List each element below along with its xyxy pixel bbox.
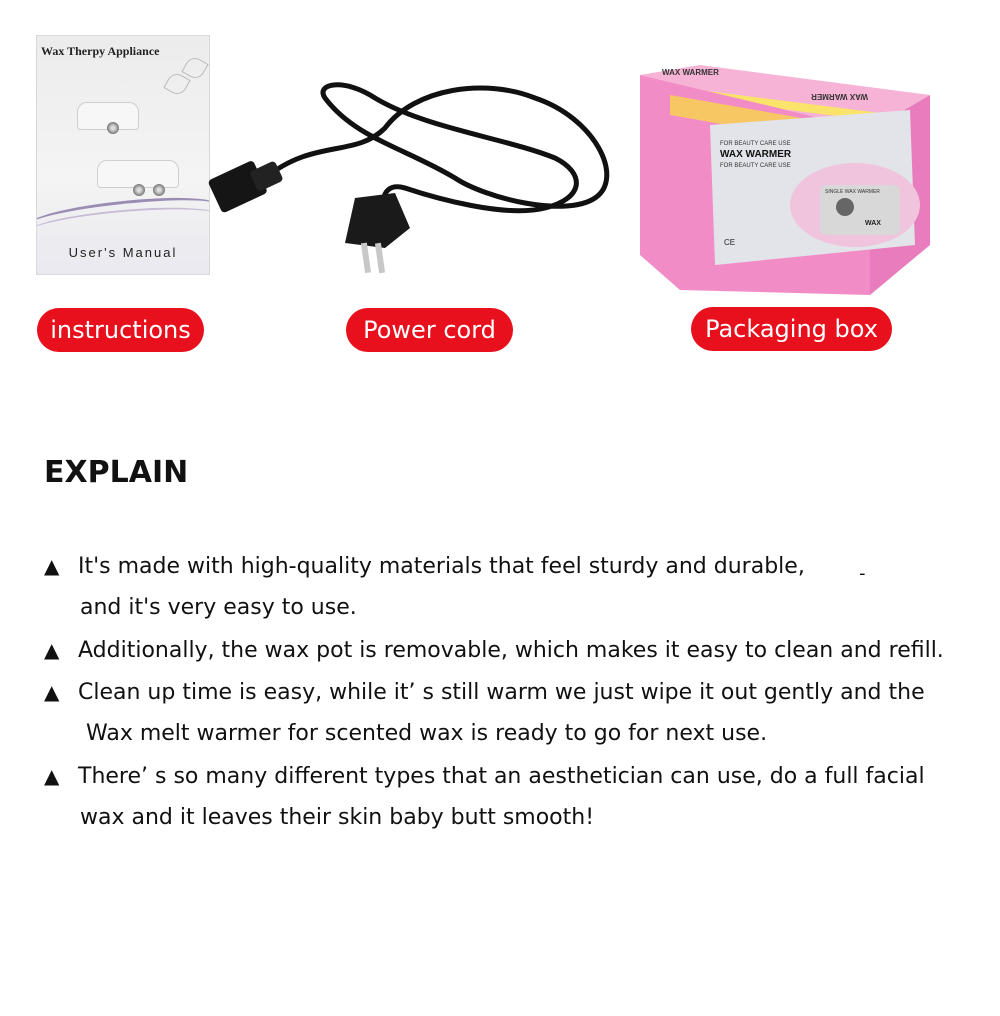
manual-title: Wax Therpy Appliance (41, 44, 160, 58)
user-manual-image (37, 36, 209, 274)
box-side-text: WAX WARMER (811, 92, 868, 101)
device-label: SINGLE WAX WARMER (825, 189, 880, 195)
triangle-bullet-icon: ▲ (44, 638, 60, 662)
list-item-text: wax and it leaves their skin baby butt smooth! (80, 805, 595, 830)
triangle-bullet-icon: ▲ (44, 554, 60, 578)
knob-icon (107, 122, 119, 134)
label-power-cord: Power cord (346, 308, 513, 352)
list-item-text: Additionally, the wax pot is removable, which makes it easy to clean and refill. (78, 638, 944, 663)
list-item (44, 629, 984, 671)
schuko-plug-icon (345, 193, 410, 273)
list-item-text: There’ s so many different types that an aesthetician can use, do a full facial (78, 764, 925, 789)
list-item-text: and it's very easy to use. (80, 595, 357, 620)
list-item (44, 755, 984, 797)
ce-mark: CE (724, 238, 736, 247)
explain-list (44, 545, 984, 839)
panel-line-1: FOR BEAUTY CARE USE (720, 141, 791, 147)
list-item-continuation (44, 797, 984, 839)
knob-icon (133, 184, 145, 196)
iec-connector-icon (207, 160, 283, 214)
triangle-bullet-icon: ▲ (44, 680, 60, 704)
explain-heading: EXPLAIN (44, 455, 189, 490)
manual-footer: User's Manual (68, 245, 178, 260)
device-mark: WAX (865, 220, 881, 227)
list-item-text: It's made with high-quality materials that feel sturdy and durable, (78, 554, 805, 579)
power-cord-image (205, 78, 625, 278)
packaging-box-image (640, 55, 930, 295)
label-packaging-box: Packaging box (691, 307, 892, 351)
list-item-text: Wax melt warmer for scented wax is ready to go for next use. (86, 721, 768, 746)
label-instructions: instructions (37, 308, 204, 352)
panel-line-3: FOR BEAUTY CARE USE (720, 163, 791, 169)
knob-icon (836, 198, 854, 216)
list-item-continuation (44, 713, 984, 755)
list-item-continuation (44, 587, 984, 629)
box-top-text: WAX WARMER (662, 68, 719, 77)
knob-icon (153, 184, 165, 196)
list-item-text: Clean up time is easy, while it’ s still warm we just wipe it out gently and the (78, 680, 925, 705)
cord-wire (265, 85, 607, 211)
list-item (44, 671, 984, 713)
panel-line-2: WAX WARMER (720, 149, 792, 160)
stray-mark: - (859, 563, 866, 584)
list-item (44, 545, 984, 587)
triangle-bullet-icon: ▲ (44, 764, 60, 788)
